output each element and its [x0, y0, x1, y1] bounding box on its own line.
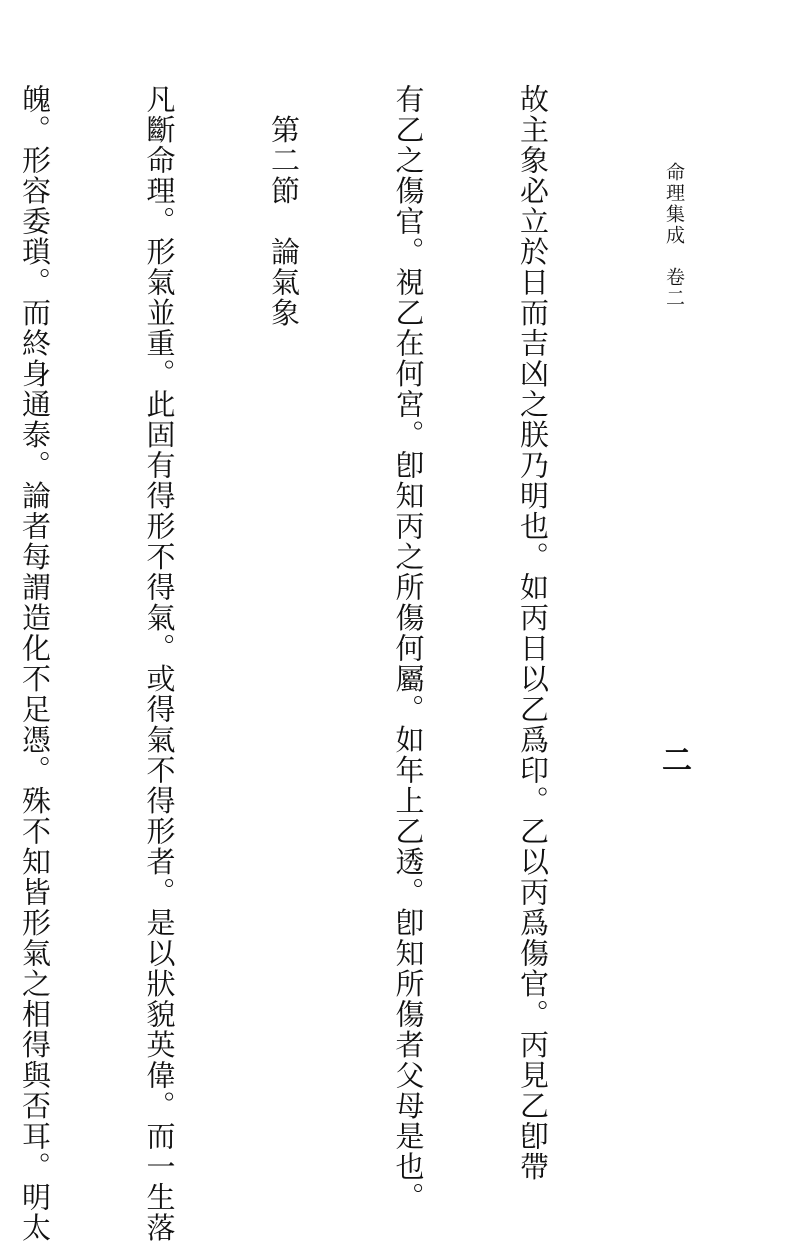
section-heading: 第二節 論氣象 — [267, 84, 301, 328]
text-column: 故主象必立於日而吉凶之朕乃明也。如丙日以乙爲印。乙以丙爲傷官。丙見乙卽帶 — [516, 84, 550, 1182]
text-column: 凡斷命理。形氣並重。此固有得形不得氣。或得氣不得形者。是以狀貌英偉。而一生落 — [142, 84, 177, 1243]
text-column: 魄。形容委瑣。而終身通泰。論者每謂造化不足憑。殊不知皆形氣之相得與否耳。明太 — [18, 84, 52, 1243]
page-number: 二 — [656, 744, 691, 774]
text-column: 有乙之傷官。視乙在何宮。卽知丙之所傷何屬。如年上乙透。卽知所傷者父母是也。 — [391, 84, 426, 1213]
body-text — [18, 84, 636, 1243]
running-title: 命理集成 卷二 — [663, 162, 685, 309]
